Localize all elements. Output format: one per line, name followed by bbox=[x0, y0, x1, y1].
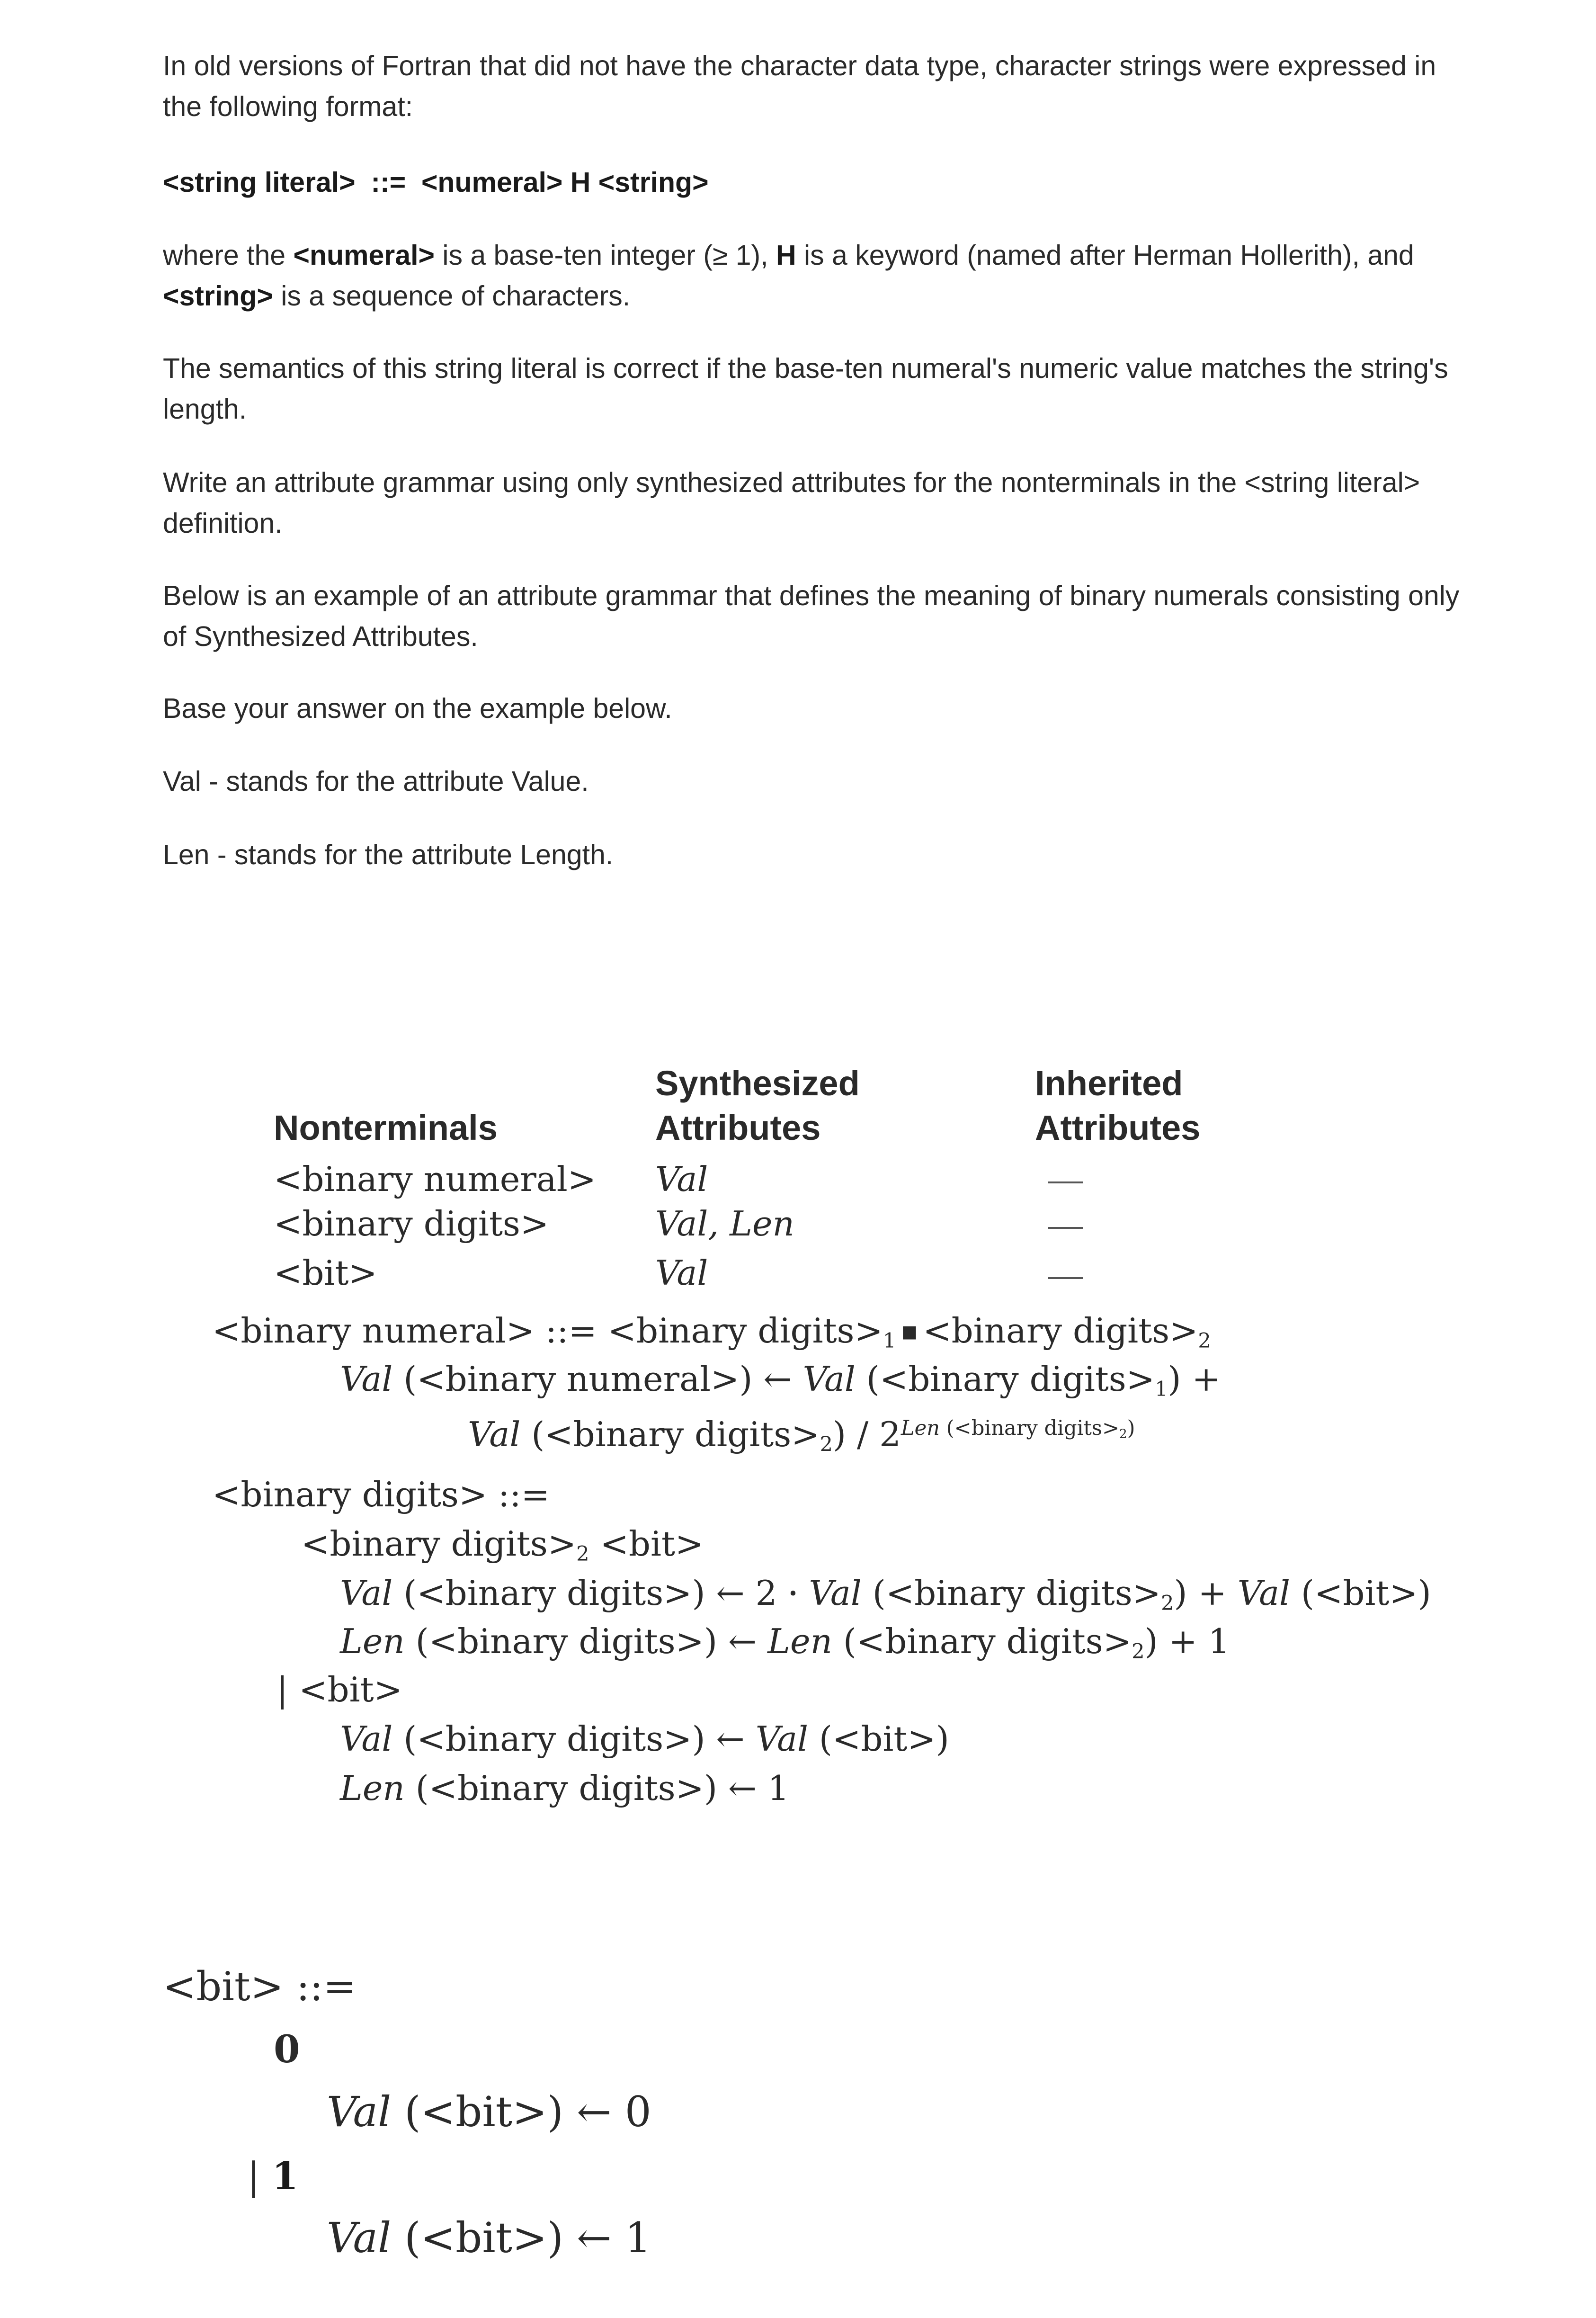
binary-digits-semantic-3: Val (<binary digits>) ← Val (<bit>) bbox=[340, 1719, 949, 1759]
intro-paragraph-2: where the <numeral> is a base-ten integer (≥ 1), H is a keyword (named after Herman Hollerith), and <string> is a sequence of characters. bbox=[163, 240, 1414, 312]
intro-paragraph-7: Val - stands for the attribute Value. bbox=[163, 766, 589, 797]
table-row-nonterminal: <bit> bbox=[274, 1253, 377, 1293]
string-literal-rule bbox=[163, 162, 709, 203]
bit-semantic-0: Val (<bit>) ← 0 bbox=[327, 2087, 651, 2136]
header-synthesized-2: Attributes bbox=[655, 1108, 821, 1147]
binary-digits-semantic-4: Len (<binary digits>) ← 1 bbox=[340, 1768, 789, 1808]
table-row-inherited-dash bbox=[1048, 1274, 1083, 1282]
table-row-synthesized: Val, Len bbox=[655, 1204, 794, 1244]
bit-alternative-1: | 1 bbox=[247, 2154, 299, 2198]
table-row-nonterminal: <binary numeral> bbox=[274, 1159, 597, 1199]
table-row-synthesized: Val bbox=[655, 1253, 708, 1293]
intro-paragraph-5: Below is an example of an attribute grammar that defines the meaning of binary numerals consisting only of Synthesized Attributes. bbox=[163, 580, 1460, 652]
binary-numeral-semantic-2: Val (<binary $digits>_2) / 2^{Len (<binary digits>_2)}$ bbox=[468, 1414, 1135, 1457]
binary-numeral-rule: <binary numeral> ::= <binary $digits>_1$ ■ <binary $digits>_2$ bbox=[212, 1311, 1211, 1353]
bit-alternative-0: 0 bbox=[274, 2027, 300, 2071]
intro-paragraph-6: Base your answer on the example below. bbox=[163, 693, 672, 724]
binary-digits-alternative-2: | <bit> bbox=[276, 1670, 402, 1709]
rule-lhs: <string literal> bbox=[163, 167, 356, 198]
intro-paragraph-3: The semantics of this string literal is correct if the base-ten numeral's numeric value matches the string's length. bbox=[163, 353, 1448, 425]
bit-rule-head: <bit> ::= bbox=[163, 1963, 357, 2010]
intro-paragraph-8: Len - stands for the attribute Length. bbox=[163, 839, 614, 870]
binary-digits-alternative-1: <binary $digits>_2 <bit>$ bbox=[301, 1524, 704, 1566]
binary-numeral-semantic-1: Val (<binary numeral>) ← Val (<binary $digits>_1$) + bbox=[340, 1359, 1221, 1401]
binary-digits-semantic-1: Val (<binary digits>) ← 2 • Val (<binary $digits>_2$) + Val (<bit>) bbox=[340, 1573, 1431, 1615]
table-row-inherited-dash bbox=[1048, 1178, 1083, 1187]
table-row-nonterminal: <binary digits> bbox=[274, 1204, 549, 1244]
header-inherited-2: Attributes bbox=[1035, 1108, 1201, 1147]
binary-digits-semantic-2: Len (<binary digits>) ← Len (<binary $digits>_2) + 1$ bbox=[340, 1621, 1230, 1664]
header-nonterminals: Nonterminals bbox=[274, 1108, 498, 1147]
rule-rhs: <numeral> H <string> bbox=[421, 167, 709, 198]
rule-operator: ::= bbox=[371, 167, 406, 198]
header-synthesized-1: Synthesized bbox=[655, 1064, 860, 1103]
binary-digits-rule-head: <binary digits> ::= bbox=[212, 1475, 550, 1514]
table-row-inherited-dash bbox=[1048, 1224, 1083, 1232]
header-inherited-1: Inherited bbox=[1035, 1064, 1183, 1103]
intro-paragraph-4: Write an attribute grammar using only synthesized attributes for the nonterminals in the <string literal> definition. bbox=[163, 467, 1420, 539]
table-row-synthesized: Val bbox=[655, 1159, 708, 1199]
intro-paragraph-1: In old versions of Fortran that did not have the character data type, character strings were expressed in the following format: bbox=[163, 50, 1436, 122]
bit-semantic-1: Val (<bit>) ← 1 bbox=[327, 2213, 651, 2262]
